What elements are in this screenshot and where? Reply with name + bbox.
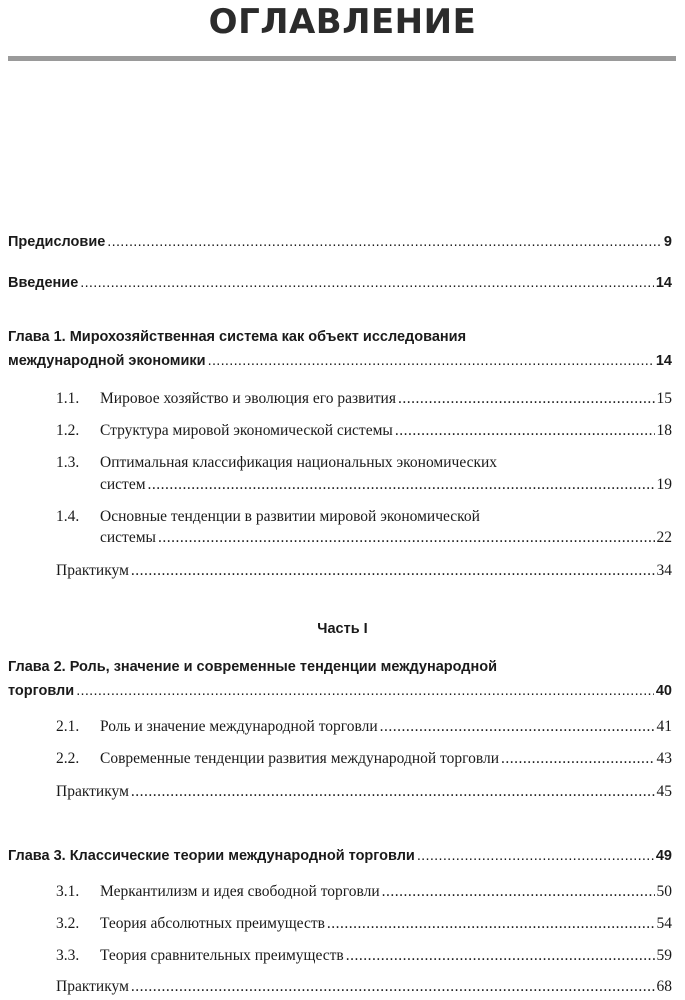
toc-label: системы xyxy=(100,529,156,546)
toc-entry-introduction[interactable] xyxy=(8,275,672,291)
toc-label: Теория сравнительных преимуществ xyxy=(100,947,344,964)
toc-entry-section-1-3-line1[interactable] xyxy=(56,454,672,472)
section-number: 1.3. xyxy=(56,454,80,471)
toc-label: международной экономики xyxy=(8,353,206,369)
toc-label: Теория абсолютных преимуществ xyxy=(100,915,325,932)
section-number: 2.1. xyxy=(56,718,80,735)
toc-page-number: 14 xyxy=(655,275,672,291)
section-number: 1.2. xyxy=(56,422,80,439)
section-number: 3.2. xyxy=(56,915,80,932)
toc-entry-practicum-2[interactable] xyxy=(56,783,672,801)
toc-page-number: 59 xyxy=(656,947,672,964)
leader-dots xyxy=(327,915,655,933)
toc-label: Практикум xyxy=(56,978,129,995)
toc-label: Мировое хозяйство и эволюция его развития xyxy=(100,390,396,407)
toc-label: Меркантилизм и идея свободной торговли xyxy=(100,883,380,900)
toc-entry-section-3-2[interactable] xyxy=(56,915,672,933)
section-number: 1.4. xyxy=(56,508,80,525)
toc-label: Основные тенденции в развитии мировой экономической xyxy=(100,508,480,525)
toc-label: Введение xyxy=(8,275,79,291)
part-heading: Часть I xyxy=(317,621,368,637)
toc-entry-section-2-2[interactable] xyxy=(56,750,672,768)
leader-dots xyxy=(148,476,655,494)
toc-entry-section-3-3[interactable] xyxy=(56,947,672,965)
toc-entry-section-1-3[interactable] xyxy=(100,476,672,494)
section-number: 3.3. xyxy=(56,947,80,964)
leader-dots xyxy=(501,750,655,768)
toc-page-number: 40 xyxy=(655,683,672,699)
toc-label: Глава 3. Классические теории международной торговли xyxy=(8,848,415,864)
leader-dots xyxy=(131,783,655,801)
toc-page-number: 54 xyxy=(656,915,672,932)
toc-page-number: 19 xyxy=(656,476,672,493)
section-number: 1.1. xyxy=(56,390,80,407)
leader-dots xyxy=(380,718,655,736)
page-title: ОГЛАВЛЕНИЕ xyxy=(208,2,477,42)
toc-entry-section-2-1[interactable] xyxy=(56,718,672,736)
leader-dots xyxy=(208,353,654,369)
leader-dots xyxy=(76,683,654,699)
section-number: 2.2. xyxy=(56,750,80,767)
toc-entry-chapter-3[interactable] xyxy=(8,848,672,864)
toc-page-number: 14 xyxy=(655,353,672,369)
leader-dots xyxy=(395,422,655,440)
toc-entry-section-1-4[interactable] xyxy=(100,529,672,547)
toc-page-number: 45 xyxy=(656,783,672,800)
toc-label: Современные тенденции развития международной торговли xyxy=(100,750,499,767)
leader-dots xyxy=(158,529,655,547)
toc-page-number: 49 xyxy=(655,848,672,864)
toc-page-number: 18 xyxy=(656,422,672,439)
toc-chapter-1-title-line1[interactable]: Глава 1. Мирохозяйственная система как объект исследования xyxy=(8,329,467,345)
leader-dots xyxy=(417,848,654,864)
toc-page-number: 50 xyxy=(656,883,672,900)
toc-entry-preface[interactable] xyxy=(8,234,672,250)
toc-label: торговли xyxy=(8,683,75,699)
toc-page-number: 34 xyxy=(656,562,672,579)
toc-page-number: 9 xyxy=(663,234,672,250)
toc-label: Роль и значение международной торговли xyxy=(100,718,378,735)
leader-dots xyxy=(382,883,655,901)
toc-entry-practicum-3[interactable] xyxy=(56,978,672,996)
section-number: 3.1. xyxy=(56,883,80,900)
toc-entry-section-1-2[interactable] xyxy=(56,422,672,440)
toc-page-number: 41 xyxy=(656,718,672,735)
toc-label: Предисловие xyxy=(8,234,106,250)
toc-entry-section-1-1[interactable] xyxy=(56,390,672,408)
toc-label: Оптимальная классификация национальных экономических xyxy=(100,454,498,471)
toc-label: Практикум xyxy=(56,562,129,579)
toc-page-number: 22 xyxy=(656,529,672,546)
leader-dots xyxy=(80,275,654,291)
toc-page-number: 43 xyxy=(656,750,672,767)
toc-label: Структура мировой экономической системы xyxy=(100,422,393,439)
toc-entry-section-3-1[interactable] xyxy=(56,883,672,901)
leader-dots xyxy=(107,234,662,250)
leader-dots xyxy=(131,978,655,996)
toc-entry-chapter-1[interactable] xyxy=(8,353,672,369)
leader-dots xyxy=(398,390,655,408)
leader-dots xyxy=(131,562,655,580)
toc-entry-section-1-4-line1[interactable] xyxy=(56,508,672,526)
toc-chapter-2-title-line1[interactable]: Глава 2. Роль, значение и современные тенденции международной xyxy=(8,659,498,675)
leader-dots xyxy=(346,947,655,965)
toc-label: систем xyxy=(100,476,146,493)
toc-entry-chapter-2[interactable] xyxy=(8,683,672,699)
toc-label: Практикум xyxy=(56,783,129,800)
toc-page-number: 68 xyxy=(656,978,672,995)
toc-page-number: 15 xyxy=(656,390,672,407)
title-rule xyxy=(8,56,676,61)
toc-entry-practicum-1[interactable] xyxy=(56,562,672,580)
